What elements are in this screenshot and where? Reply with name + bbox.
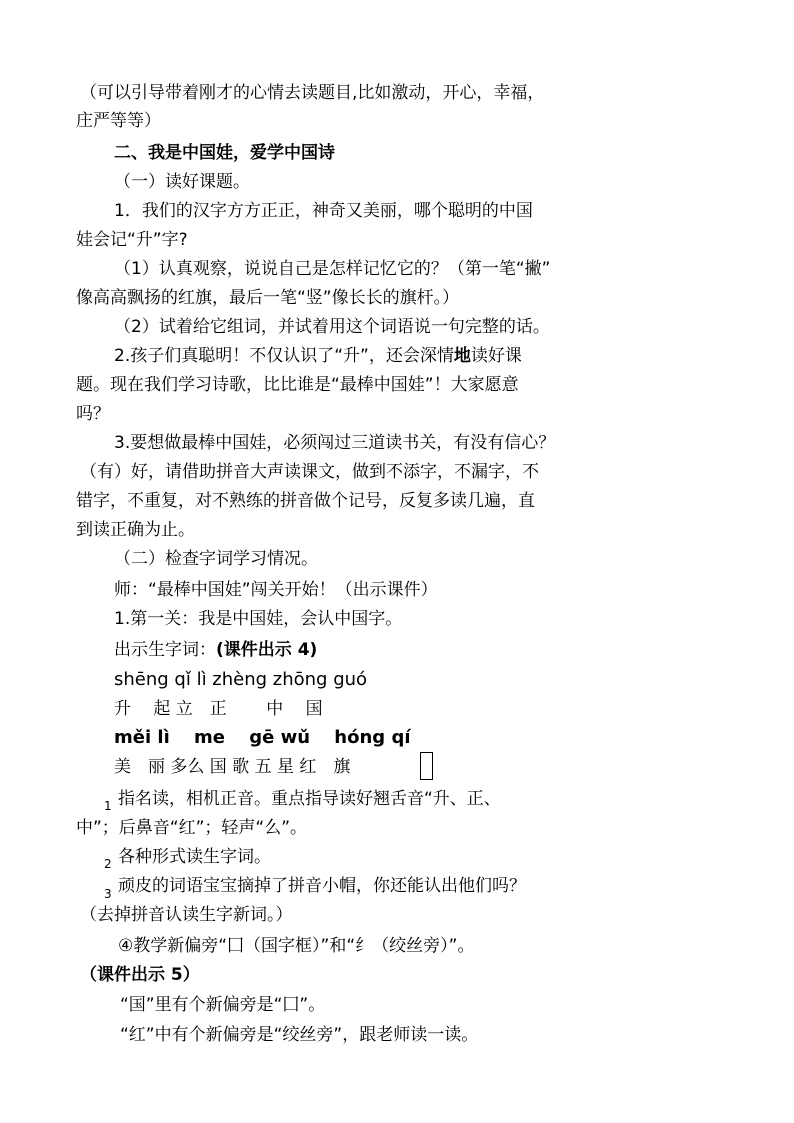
text-line: “红”中有个新偏旁是“绞丝旁”，跟老师读一读。 bbox=[120, 1025, 479, 1045]
text-line: 像高高飘扬的红旗，最后一笔“竖”像长长的旗杆。） bbox=[76, 288, 460, 308]
circled-number-2: 2 bbox=[104, 857, 112, 871]
characters-line: 美 丽 多么 国 歌 五 星 红 旗 bbox=[114, 757, 351, 777]
courseware-note: （课件出示 5） bbox=[80, 965, 200, 985]
subsection-heading: （二）检查字词学习情况。 bbox=[114, 549, 318, 569]
text-line: 师：“最棒中国娃”闯关开始！（出示课件） bbox=[114, 580, 438, 600]
text-line: 题。现在我们学习诗歌，比比谁是“最棒中国娃”！大家愿意 bbox=[76, 375, 519, 395]
text-line: （有）好，请借助拼音大声读课文，做到不添字，不漏字，不 bbox=[80, 462, 539, 482]
text-line: 错字，不重复，对不熟练的拼音做个记号，反复多读几遍，直 bbox=[76, 491, 535, 511]
bold-character: 地 bbox=[453, 346, 471, 366]
text-line: 指名读，相机正音。重点指导读好翘舌音“升、正、 bbox=[118, 789, 501, 809]
pinyin-line: shēng qǐ lì zhèng zhōng guó bbox=[114, 669, 368, 690]
text-line: （去掉拼音认读生字新词。） bbox=[80, 905, 293, 925]
text-line: 中”；后鼻音“红”；轻声“么”。 bbox=[76, 818, 308, 838]
characters-line: 升 起 立 正 中 国 bbox=[114, 699, 323, 719]
text-line: （可以引导带着刚才的心情去读题目,比如激动，开心，幸福， bbox=[80, 83, 545, 103]
text-line: 庄严等等） bbox=[76, 111, 161, 131]
text-line: 到读正确为止。 bbox=[76, 520, 195, 540]
subsection-heading: （一）读好课题。 bbox=[114, 172, 250, 192]
text-line bbox=[114, 343, 522, 369]
text-line: 顽皮的词语宝宝摘掉了拼音小帽，你还能认出他们吗？ bbox=[118, 876, 526, 896]
text-segment: 2.孩子们真聪明！不仅认识了“升”，还会深情 bbox=[114, 346, 454, 366]
text-line: （1）认真观察，说说自己是怎样记忆它的？（第一笔“撇” bbox=[114, 259, 551, 279]
text-line: “国”里有个新偏旁是“囗”。 bbox=[120, 995, 326, 1015]
courseware-note: (课件出示 4) bbox=[216, 640, 318, 660]
text-line: 1．我们的汉字方方正正，神奇又美丽，哪个聪明的中国 bbox=[114, 201, 533, 221]
text-segment: 读好课 bbox=[470, 346, 522, 366]
text-line: （2）试着给它组词，并试着用这个词语说一句完整的话。 bbox=[114, 317, 550, 337]
text-line: 娃会记“升”字? bbox=[76, 230, 188, 250]
text-line: 吗？ bbox=[76, 404, 110, 424]
section-heading: 二、我是中国娃，爱学中国诗 bbox=[114, 143, 335, 163]
text-line: 3.要想做最棒中国娃，必须闯过三道读书关，有没有信心？ bbox=[114, 433, 556, 453]
text-line bbox=[114, 637, 317, 663]
circled-number-1: 1 bbox=[104, 799, 112, 813]
text-line: 1.第一关：我是中国娃，会认中国字。 bbox=[114, 609, 403, 629]
empty-box bbox=[420, 752, 433, 780]
text-line: 各种形式读生字词。 bbox=[118, 847, 271, 867]
text-segment: 出示生字词： bbox=[114, 640, 216, 660]
pinyin-line: měi lì me gē wǔ hóng qí bbox=[114, 727, 411, 748]
text-line: ④教学新偏旁“囗（国字框）”和“纟（绞丝旁）”。 bbox=[118, 936, 475, 956]
circled-number-3: 3 bbox=[104, 887, 112, 901]
